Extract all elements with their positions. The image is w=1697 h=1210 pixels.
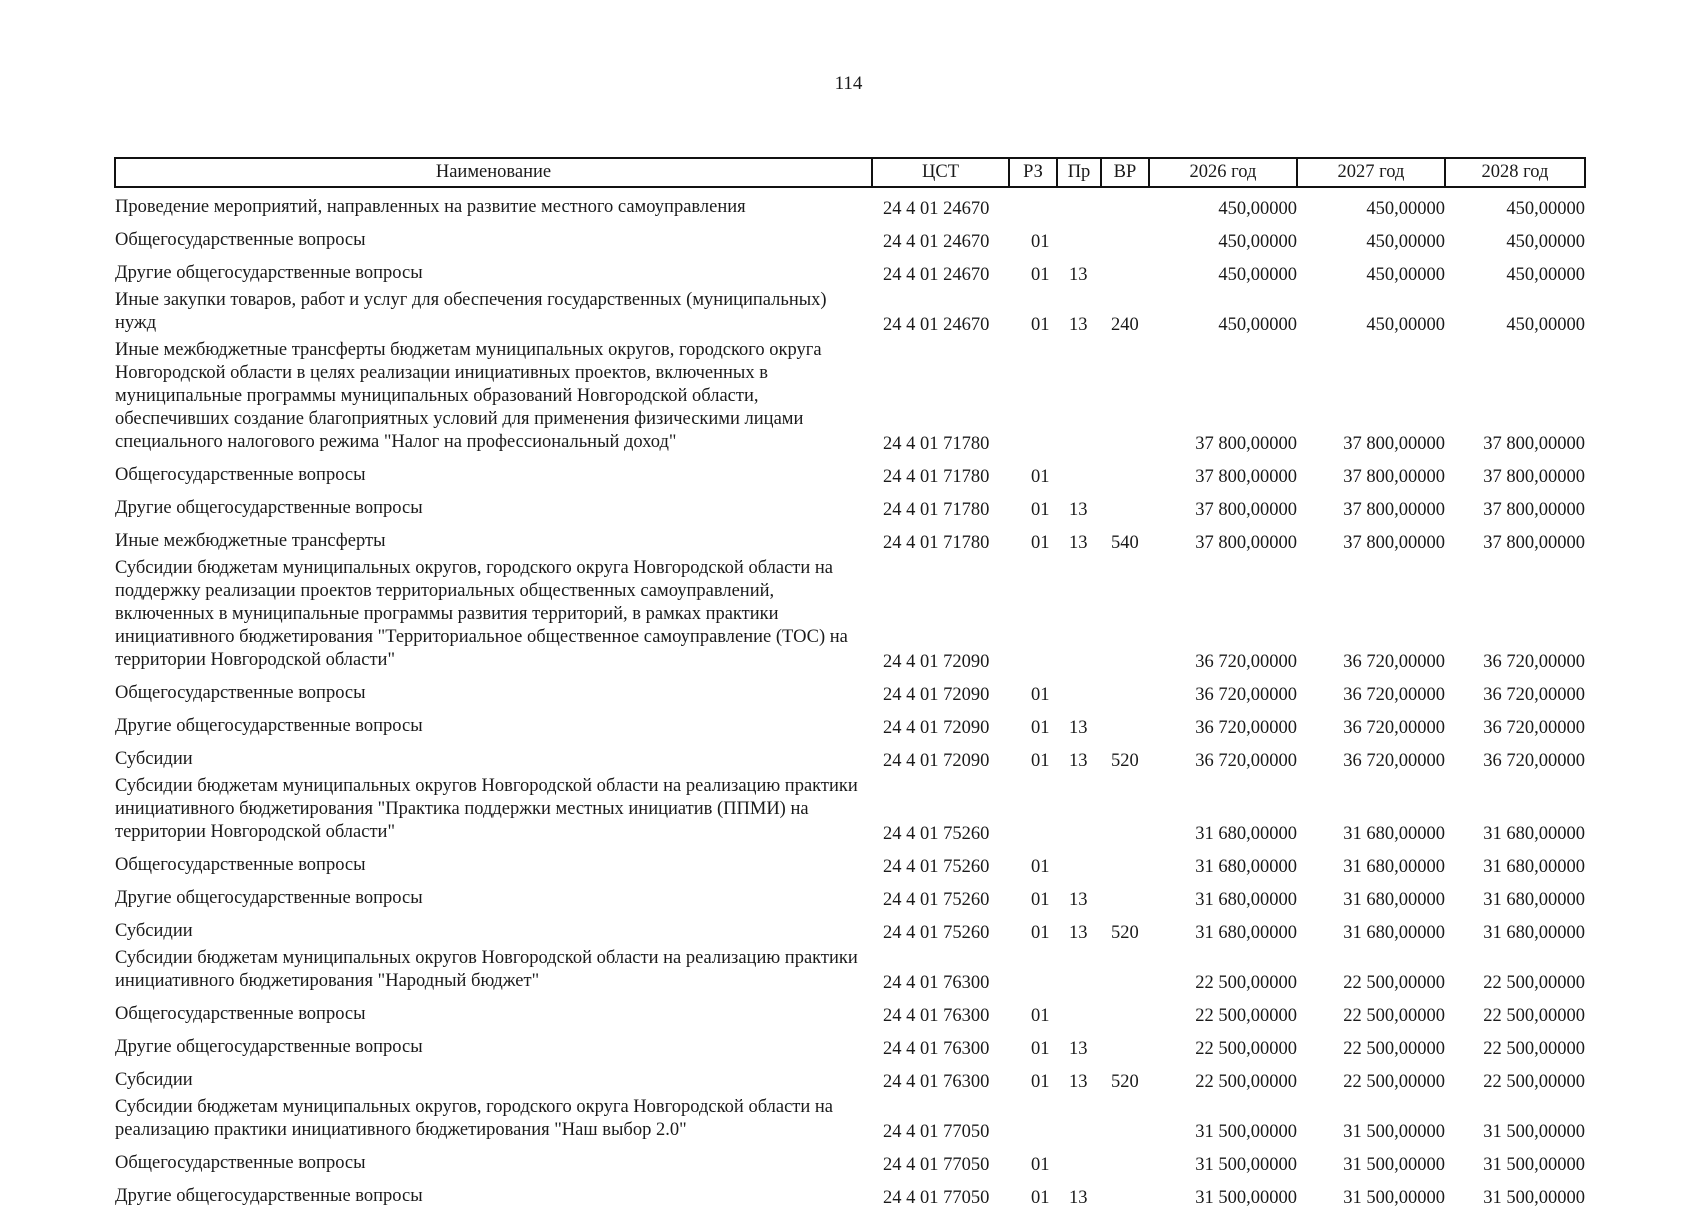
cell-cst: 24 4 01 76300 <box>883 1006 990 1026</box>
table-row <box>115 489 1585 522</box>
cell-name: Субсидии бюджетам муниципальных округов Новгородской области на реализацию практики инициативного бюджетирования "Практика поддержки местных инициатив (ППМИ) на территории Новгородской области" <box>115 776 858 842</box>
cell-cst: 24 4 01 75260 <box>883 923 990 943</box>
table-header-row <box>115 158 1585 187</box>
cell-pr: 13 <box>1069 1039 1088 1059</box>
cell-2028: 450,00000 <box>1506 199 1585 219</box>
cell-2027: 22 500,00000 <box>1343 1039 1445 1059</box>
header-2028: 2028 год <box>1445 158 1585 187</box>
cell-cst: 24 4 01 75260 <box>883 890 990 910</box>
cell-2027: 22 500,00000 <box>1343 1006 1445 1026</box>
cell-2028: 36 720,00000 <box>1483 685 1585 705</box>
cell-cst: 24 4 01 72090 <box>883 652 990 672</box>
cell-2028: 36 720,00000 <box>1483 718 1585 738</box>
cell-cst: 24 4 01 24670 <box>883 315 990 335</box>
cell-rz: 01 <box>1031 1072 1050 1092</box>
table-row <box>115 674 1585 707</box>
cell-2026: 31 500,00000 <box>1195 1122 1297 1142</box>
table-row <box>115 1144 1585 1177</box>
table-row <box>115 337 1585 456</box>
cell-2026: 31 680,00000 <box>1195 890 1297 910</box>
cell-2027: 31 680,00000 <box>1343 923 1445 943</box>
cell-2027: 22 500,00000 <box>1343 1072 1445 1092</box>
cell-name: Общегосударственные вопросы <box>115 1004 366 1024</box>
cell-2026: 31 680,00000 <box>1195 923 1297 943</box>
cell-pr: 13 <box>1069 1072 1088 1092</box>
cell-2026: 31 500,00000 <box>1195 1155 1297 1175</box>
cell-2028: 22 500,00000 <box>1483 973 1585 993</box>
cell-2026: 31 500,00000 <box>1195 1188 1297 1208</box>
cell-name: Другие общегосударственные вопросы <box>115 1186 423 1206</box>
cell-rz: 01 <box>1031 857 1050 877</box>
cell-2027: 36 720,00000 <box>1343 685 1445 705</box>
header-vr: ВР <box>1101 158 1149 187</box>
cell-2027: 37 800,00000 <box>1343 500 1445 520</box>
cell-name: Другие общегосударственные вопросы <box>115 888 423 908</box>
cell-name: Другие общегосударственные вопросы <box>115 716 423 736</box>
cell-2028: 31 680,00000 <box>1483 890 1585 910</box>
cell-pr <box>1057 1144 1101 1177</box>
cell-2026: 37 800,00000 <box>1195 434 1297 454</box>
table-row <box>115 1061 1585 1094</box>
cell-vr <box>1101 221 1149 254</box>
cell-vr <box>1101 674 1149 707</box>
table-row <box>115 555 1585 674</box>
cell-pr <box>1057 221 1101 254</box>
cell-2028: 37 800,00000 <box>1483 434 1585 454</box>
header-2026: 2026 год <box>1149 158 1297 187</box>
cell-rz: 01 <box>1031 265 1050 285</box>
cell-rz <box>1009 337 1057 456</box>
cell-pr <box>1057 456 1101 489</box>
table-row <box>115 254 1585 287</box>
cell-pr <box>1057 1094 1101 1144</box>
cell-vr: 520 <box>1111 923 1139 943</box>
cell-2026: 450,00000 <box>1218 315 1297 335</box>
cell-2028: 37 800,00000 <box>1483 467 1585 487</box>
cell-cst: 24 4 01 77050 <box>883 1122 990 1142</box>
table-row <box>115 945 1585 995</box>
cell-2027: 31 500,00000 <box>1343 1155 1445 1175</box>
table-row <box>115 707 1585 740</box>
cell-cst: 24 4 01 24670 <box>883 265 990 285</box>
cell-vr <box>1101 1144 1149 1177</box>
cell-vr: 520 <box>1111 1072 1139 1092</box>
cell-pr: 13 <box>1069 751 1088 771</box>
cell-vr: 540 <box>1111 533 1139 553</box>
cell-name: Субсидии бюджетам муниципальных округов, городского округа Новгородской области на реализацию практики инициативного бюджетирования "Наш выбор 2.0" <box>115 1097 834 1140</box>
cell-vr <box>1101 456 1149 489</box>
table-row <box>115 1177 1585 1210</box>
cell-rz: 01 <box>1031 751 1050 771</box>
cell-2028: 31 500,00000 <box>1483 1122 1585 1142</box>
cell-rz: 01 <box>1031 890 1050 910</box>
cell-2027: 31 680,00000 <box>1343 890 1445 910</box>
cell-2027: 450,00000 <box>1366 265 1445 285</box>
table-body <box>115 187 1585 1210</box>
cell-2028: 37 800,00000 <box>1483 500 1585 520</box>
cell-2028: 31 500,00000 <box>1483 1188 1585 1208</box>
cell-rz <box>1009 555 1057 674</box>
cell-2028: 450,00000 <box>1506 265 1585 285</box>
cell-2028: 31 500,00000 <box>1483 1155 1585 1175</box>
cell-cst: 24 4 01 24670 <box>883 232 990 252</box>
cell-2027: 37 800,00000 <box>1343 467 1445 487</box>
cell-2026: 450,00000 <box>1218 199 1297 219</box>
cell-cst: 24 4 01 72090 <box>883 751 990 771</box>
cell-2026: 36 720,00000 <box>1195 652 1297 672</box>
cell-2028: 22 500,00000 <box>1483 1039 1585 1059</box>
cell-pr: 13 <box>1069 1188 1088 1208</box>
cell-cst: 24 4 01 71780 <box>883 500 990 520</box>
cell-2027: 31 500,00000 <box>1343 1122 1445 1142</box>
cell-2027: 31 680,00000 <box>1343 857 1445 877</box>
cell-2028: 31 680,00000 <box>1483 923 1585 943</box>
cell-name: Иные межбюджетные трансферты бюджетам муниципальных округов, городского округа Новгородской области в целях реализации инициативных проектов, включенных в муниципальные программы муниципальных образований Новгородской области, обеспечивших создание благоприятных условий для применения физическими лицами специального налогового режима "Налог на профессиональный доход" <box>115 340 822 452</box>
table-row <box>115 740 1585 773</box>
cell-2028: 22 500,00000 <box>1483 1072 1585 1092</box>
cell-vr <box>1101 846 1149 879</box>
cell-rz: 01 <box>1031 500 1050 520</box>
cell-rz: 01 <box>1031 315 1050 335</box>
cell-vr <box>1101 995 1149 1028</box>
cell-cst: 24 4 01 72090 <box>883 718 990 738</box>
cell-2026: 22 500,00000 <box>1195 1072 1297 1092</box>
cell-vr <box>1101 707 1149 740</box>
cell-rz: 01 <box>1031 232 1050 252</box>
cell-cst: 24 4 01 75260 <box>883 857 990 877</box>
cell-name: Иные межбюджетные трансферты <box>115 531 386 551</box>
cell-name: Проведение мероприятий, направленных на развитие местного самоуправления <box>115 197 746 217</box>
cell-vr: 520 <box>1111 751 1139 771</box>
table-row <box>115 456 1585 489</box>
cell-2026: 37 800,00000 <box>1195 500 1297 520</box>
header-cst: ЦСТ <box>872 158 1009 187</box>
cell-2028: 37 800,00000 <box>1483 533 1585 553</box>
cell-pr <box>1057 995 1101 1028</box>
cell-name: Общегосударственные вопросы <box>115 683 366 703</box>
cell-cst: 24 4 01 75260 <box>883 824 990 844</box>
cell-rz: 01 <box>1031 533 1050 553</box>
cell-pr <box>1057 555 1101 674</box>
table-row <box>115 221 1585 254</box>
cell-cst: 24 4 01 76300 <box>883 1072 990 1092</box>
table-row <box>115 846 1585 879</box>
cell-pr: 13 <box>1069 315 1088 335</box>
cell-rz <box>1009 1094 1057 1144</box>
page-number: 114 <box>834 73 863 94</box>
cell-pr <box>1057 187 1101 221</box>
cell-2026: 22 500,00000 <box>1195 973 1297 993</box>
cell-rz: 01 <box>1031 1039 1050 1059</box>
cell-name: Субсидии <box>115 749 193 769</box>
cell-cst: 24 4 01 24670 <box>883 199 990 219</box>
cell-vr <box>1101 187 1149 221</box>
cell-pr: 13 <box>1069 890 1088 910</box>
cell-cst: 24 4 01 76300 <box>883 1039 990 1059</box>
cell-pr <box>1057 337 1101 456</box>
cell-2027: 22 500,00000 <box>1343 973 1445 993</box>
cell-vr <box>1101 337 1149 456</box>
cell-vr <box>1101 1094 1149 1144</box>
cell-2028: 31 680,00000 <box>1483 824 1585 844</box>
cell-rz: 01 <box>1031 467 1050 487</box>
table-row <box>115 1028 1585 1061</box>
cell-pr: 13 <box>1069 533 1088 553</box>
cell-name: Общегосударственные вопросы <box>115 465 366 485</box>
cell-2027: 37 800,00000 <box>1343 533 1445 553</box>
cell-vr: 240 <box>1111 315 1139 335</box>
cell-rz <box>1009 773 1057 846</box>
cell-cst: 24 4 01 77050 <box>883 1188 990 1208</box>
cell-cst: 24 4 01 71780 <box>883 434 990 454</box>
table-row <box>115 995 1585 1028</box>
table-row <box>115 912 1585 945</box>
cell-vr <box>1101 879 1149 912</box>
cell-2027: 450,00000 <box>1366 199 1445 219</box>
table-row <box>115 187 1585 221</box>
cell-2027: 37 800,00000 <box>1343 434 1445 454</box>
cell-2026: 22 500,00000 <box>1195 1006 1297 1026</box>
header-name: Наименование <box>115 158 872 187</box>
cell-rz: 01 <box>1031 1155 1050 1175</box>
cell-name: Субсидии <box>115 1070 193 1090</box>
cell-rz: 01 <box>1031 1188 1050 1208</box>
cell-2026: 36 720,00000 <box>1195 718 1297 738</box>
cell-pr: 13 <box>1069 923 1088 943</box>
cell-2026: 31 680,00000 <box>1195 857 1297 877</box>
table-row <box>115 879 1585 912</box>
cell-2028: 22 500,00000 <box>1483 1006 1585 1026</box>
cell-name: Другие общегосударственные вопросы <box>115 1037 423 1057</box>
cell-vr <box>1101 773 1149 846</box>
header-2027: 2027 год <box>1297 158 1445 187</box>
cell-2027: 450,00000 <box>1366 315 1445 335</box>
header-rz: РЗ <box>1009 158 1057 187</box>
cell-name: Другие общегосударственные вопросы <box>115 263 423 283</box>
cell-pr <box>1057 945 1101 995</box>
cell-2026: 31 680,00000 <box>1195 824 1297 844</box>
cell-name: Субсидии бюджетам муниципальных округов, городского округа Новгородской области на поддержку реализации проектов территориальных общественных самоуправлений, включенных в муниципальные программы развития территорий, в рамках практики инициативного бюджетирования "Территориальное общественное самоуправление (ТОС) на территории Новгородской области" <box>115 558 848 670</box>
cell-2028: 31 680,00000 <box>1483 857 1585 877</box>
cell-2027: 31 680,00000 <box>1343 824 1445 844</box>
cell-vr <box>1101 254 1149 287</box>
cell-2028: 450,00000 <box>1506 315 1585 335</box>
cell-vr <box>1101 1028 1149 1061</box>
cell-name: Общегосударственные вопросы <box>115 855 366 875</box>
table-row <box>115 773 1585 846</box>
cell-rz <box>1009 945 1057 995</box>
cell-2027: 31 500,00000 <box>1343 1188 1445 1208</box>
cell-2027: 36 720,00000 <box>1343 718 1445 738</box>
cell-name: Субсидии <box>115 921 193 941</box>
cell-vr <box>1101 1177 1149 1210</box>
cell-cst: 24 4 01 72090 <box>883 685 990 705</box>
cell-name: Общегосударственные вопросы <box>115 230 366 250</box>
cell-pr: 13 <box>1069 500 1088 520</box>
cell-2027: 450,00000 <box>1366 232 1445 252</box>
cell-2028: 36 720,00000 <box>1483 652 1585 672</box>
cell-2026: 450,00000 <box>1218 265 1297 285</box>
cell-cst: 24 4 01 71780 <box>883 467 990 487</box>
cell-cst: 24 4 01 76300 <box>883 973 990 993</box>
cell-2026: 37 800,00000 <box>1195 533 1297 553</box>
budget-table <box>114 157 1586 1210</box>
cell-pr <box>1057 773 1101 846</box>
cell-vr <box>1101 489 1149 522</box>
cell-2026: 37 800,00000 <box>1195 467 1297 487</box>
cell-2027: 36 720,00000 <box>1343 751 1445 771</box>
cell-rz: 01 <box>1031 685 1050 705</box>
cell-name: Иные закупки товаров, работ и услуг для обеспечения государственных (муниципальных) нужд <box>115 290 827 333</box>
cell-2026: 450,00000 <box>1218 232 1297 252</box>
cell-2026: 36 720,00000 <box>1195 751 1297 771</box>
cell-rz: 01 <box>1031 923 1050 943</box>
cell-cst: 24 4 01 77050 <box>883 1155 990 1175</box>
cell-2026: 22 500,00000 <box>1195 1039 1297 1059</box>
cell-2026: 36 720,00000 <box>1195 685 1297 705</box>
header-pr: Пр <box>1057 158 1101 187</box>
cell-2028: 450,00000 <box>1506 232 1585 252</box>
cell-pr <box>1057 674 1101 707</box>
table-row <box>115 287 1585 337</box>
cell-vr <box>1101 945 1149 995</box>
cell-pr: 13 <box>1069 265 1088 285</box>
table-row <box>115 1094 1585 1144</box>
cell-rz: 01 <box>1031 1006 1050 1026</box>
cell-cst: 24 4 01 71780 <box>883 533 990 553</box>
table-row <box>115 522 1585 555</box>
cell-pr <box>1057 846 1101 879</box>
cell-name: Другие общегосударственные вопросы <box>115 498 423 518</box>
cell-name: Общегосударственные вопросы <box>115 1153 366 1173</box>
cell-2028: 36 720,00000 <box>1483 751 1585 771</box>
cell-rz <box>1009 187 1057 221</box>
cell-pr: 13 <box>1069 718 1088 738</box>
cell-rz: 01 <box>1031 718 1050 738</box>
cell-2027: 36 720,00000 <box>1343 652 1445 672</box>
cell-vr <box>1101 555 1149 674</box>
cell-name: Субсидии бюджетам муниципальных округов Новгородской области на реализацию практики инициативного бюджетирования "Народный бюджет" <box>115 948 858 991</box>
